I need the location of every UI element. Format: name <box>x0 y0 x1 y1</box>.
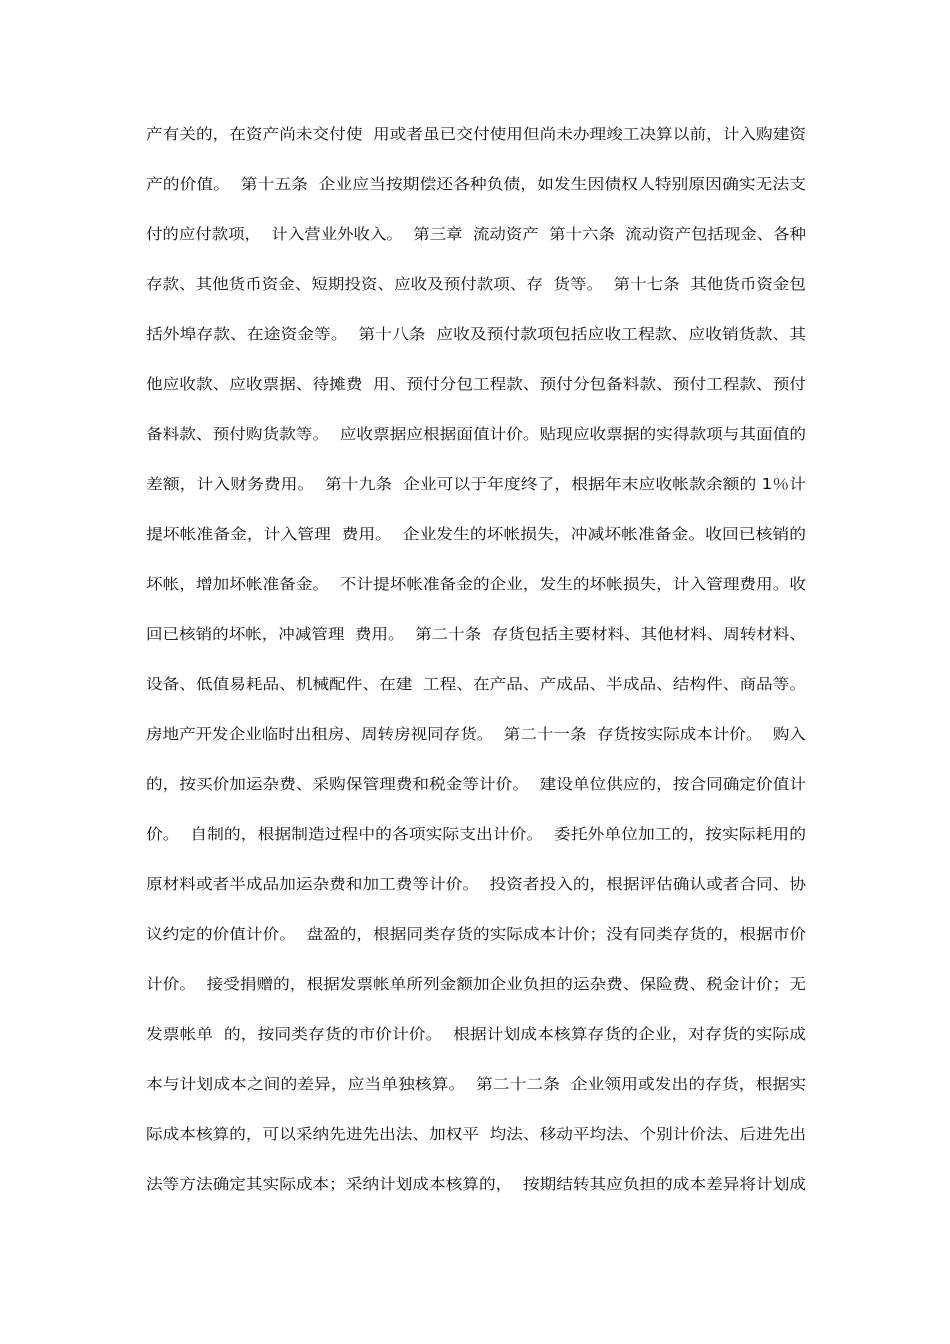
text-line <box>0 1123 950 1173</box>
text-line-content: 设备、低值易耗品、机械配件、在建 工程、在产品、产成品、半成品、结构件、商品等。 <box>146 675 807 693</box>
text-line <box>0 923 950 973</box>
text-line-content: 际成本核算的，可以采纳先进先出法、加权平 均法、移动平均法、个别计价法、后进先出 <box>146 1125 807 1143</box>
text-line-content: 房地产开发企业临时出租房、周转房视同存货。 第二十一条 存货按实际成本计价。 购入 <box>146 725 806 743</box>
text-line <box>0 423 950 473</box>
text-line-content: 原材料或者半成品加运杂费和加工费等计价。 投资者投入的，根据评估确认或者合同、协 <box>146 875 807 893</box>
text-line <box>0 773 950 823</box>
text-line <box>0 123 950 173</box>
text-line <box>0 373 950 423</box>
text-line <box>0 673 950 723</box>
text-line <box>0 223 950 273</box>
text-line-content: 括外埠存款、在途资金等。 第十八条 应收及预付款项包括应收工程款、应收销货款、其 <box>146 325 807 343</box>
text-line <box>0 1073 950 1123</box>
text-line <box>0 973 950 1023</box>
text-line <box>0 723 950 773</box>
text-line <box>0 573 950 623</box>
text-line <box>0 873 950 923</box>
text-line-content: 价。 自制的，根据制造过程中的各项实际支出计价。 委托外单位加工的，按实际耗用的 <box>146 825 807 843</box>
text-line <box>0 523 950 573</box>
text-line-content: 备料款、预付购货款等。 应收票据应根据面值计价。贴现应收票据的实得款项与其面值的 <box>146 425 807 443</box>
text-line-content: 发票帐单 的，按同类存货的市价计价。 根据计划成本核算存货的企业，对存货的实际成 <box>146 1025 807 1043</box>
body-text <box>0 123 950 1223</box>
text-line-content: 产的价值。 第十五条 企业应当按期偿还各种负债，如发生因债权人特别原因确实无法支 <box>146 175 807 193</box>
text-line-content: 计价。 接受捐赠的，根据发票帐单所列金额加企业负担的运杂费、保险费、税金计价；无 <box>146 975 807 993</box>
text-line-content: 回已核销的坏帐，冲减管理 费用。 第二十条 存货包括主要材料、其他材料、周转材料、 <box>146 625 806 643</box>
text-line <box>0 273 950 323</box>
text-line-content: 提坏帐准备金，计入管理 费用。 企业发生的坏帐损失，冲减坏帐准备金。收回已核销的 <box>146 525 807 543</box>
text-line <box>0 823 950 873</box>
text-line-content: 坏帐，增加坏帐准备金。 不计提坏帐准备金的企业，发生的坏帐损失，计入管理费用。收 <box>146 575 807 593</box>
text-line <box>0 1173 950 1223</box>
text-line <box>0 1023 950 1073</box>
text-line-content: 议约定的价值计价。 盘盈的，根据同类存货的实际成本计价；没有同类存货的，根据市价 <box>146 925 807 943</box>
text-line-content: 差额，计入财务费用。 第十九条 企业可以于年度终了，根据年末应收帐款余额的 1％计 <box>146 475 806 493</box>
text-line <box>0 173 950 223</box>
text-line <box>0 473 950 523</box>
text-line-content: 付的应付款项， 计入营业外收入。 第三章 流动资产 第十六条 流动资产包括现金、各种 <box>146 225 807 243</box>
text-line-content: 本与计划成本之间的差异，应当单独核算。 第二十二条 企业领用或发出的存货，根据实 <box>146 1075 807 1093</box>
text-line-content: 的，按买价加运杂费、采购保管理费和税金等计价。 建设单位供应的，按合同确定价值计 <box>146 775 807 793</box>
text-line-content: 他应收款、应收票据、待摊费 用、预付分包工程款、预付分包备料款、预付工程款、预付 <box>146 375 807 393</box>
text-line-content: 法等方法确定其实际成本；采纳计划成本核算的， 按期结转其应负担的成本差异将计划成 <box>146 1175 807 1193</box>
text-line-content: 存款、其他货币资金、短期投资、应收及预付款项、存 货等。 第十七条 其他货币资金包 <box>146 275 806 293</box>
text-line <box>0 323 950 373</box>
text-line-content: 产有关的，在资产尚未交付使 用或者虽已交付使用但尚未办理竣工决算以前，计入购建资 <box>146 125 807 143</box>
text-line <box>0 623 950 673</box>
